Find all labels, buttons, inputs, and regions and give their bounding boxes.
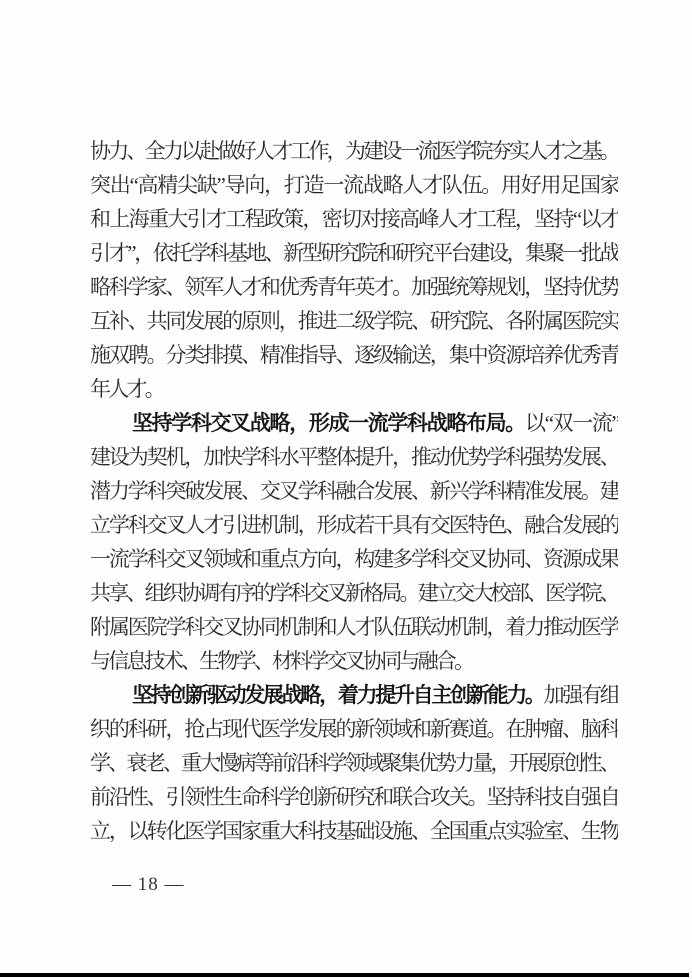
page-number: — 18 — [112, 874, 185, 895]
text-line: 建设为契机，加快学科水平整体提升，推动优势学科强势发展、 [90, 445, 618, 469]
paragraph-2-lead-line [90, 406, 618, 440]
text-line: 与信息技术、生物学、材料学交叉协同与融合。 [90, 649, 473, 673]
text-line: 学、衰老、重大慢病等前沿科学领域聚集优势力量，开展原创性、 [90, 751, 618, 775]
text-line: 施双聘。分类排摸、精准指导、逐级输送，集中资源培养优秀青 [90, 343, 618, 367]
text-line: 潜力学科突破发展、交叉学科融合发展、新兴学科精准发展。建 [90, 479, 618, 503]
text-line: 一流学科交叉领域和重点方向，构建多学科交叉协同、资源成果 [90, 547, 618, 571]
text-line: 附属医院学科交叉协同机制和人才队伍联动机制，着力推动医学 [90, 615, 618, 639]
text-line: 织的科研，抢占现代医学发展的新领域和新赛道。在肿瘤、脑科 [90, 717, 618, 741]
text-line: 共享、组织协调有序的学科交叉新格局。建立交大校部、医学院、 [90, 581, 618, 605]
text-line: 立，以转化医学国家重大科技基础设施、全国重点实验室、生物 [90, 819, 618, 843]
paragraph-3 [90, 678, 618, 848]
paragraph-2 [90, 406, 618, 678]
lead-bold-text: 坚持学科交叉战略，形成一流学科战略布局。 [132, 411, 525, 435]
text-line: 略科学家、领军人才和优秀青年英才。加强统筹规划，坚持优势 [90, 275, 618, 299]
paragraph-3-lead-line [90, 678, 618, 712]
text-line: 前沿性、引领性生命科学创新研究和联合攻关。坚持科技自强自 [90, 785, 618, 809]
lead-rest-text: 以“双一流” [524, 411, 618, 435]
text-line: 立学科交叉人才引进机制，形成若干具有交医特色、融合发展的 [90, 513, 618, 537]
paragraph-1 [90, 134, 618, 406]
text-line: 互补、共同发展的原则，推进二级学院、研究院、各附属医院实 [90, 309, 618, 333]
text-line: 引才”，依托学科基地、新型研究院和研究平台建设，集聚一批战 [90, 241, 618, 265]
lead-rest-text: 加强有组 [543, 683, 618, 707]
scan-edge-line [0, 973, 689, 977]
text-block [90, 134, 618, 848]
lead-bold-text: 坚持创新驱动发展战略，着力提升自主创新能力。 [132, 683, 544, 707]
text-line: 年人才。 [90, 377, 163, 401]
text-line: 和上海重大引才工程政策，密切对接高峰人才工程，坚持“以才 [90, 207, 618, 231]
text-line: 协力、全力以赴做好人才工作，为建设一流医学院夯实人才之基。 [90, 139, 618, 163]
text-line: 突出“高精尖缺”导向，打造一流战略人才队伍。用好用足国家 [90, 173, 618, 197]
